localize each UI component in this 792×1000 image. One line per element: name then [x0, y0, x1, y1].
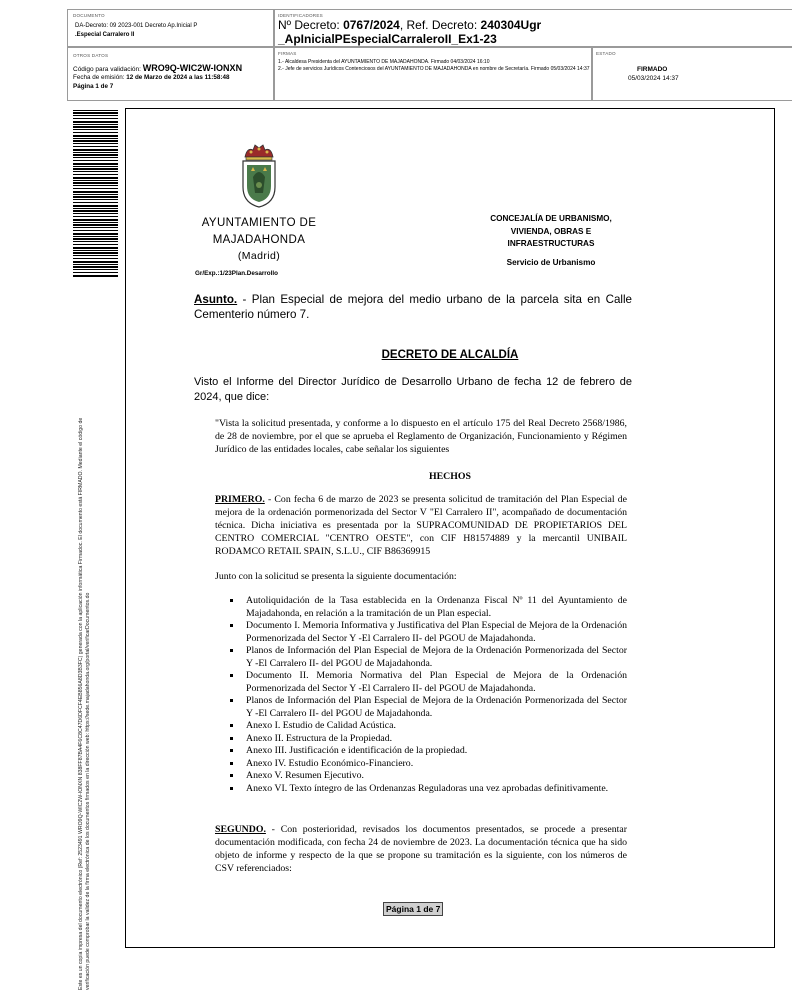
list-item: Anexo IV. Estudio Económico-Financiero.	[215, 758, 627, 771]
firmas-cell	[274, 47, 592, 101]
documento-label: DOCUMENTO	[73, 13, 105, 18]
otros-datos-cell	[67, 47, 274, 101]
segundo-paragraph	[215, 823, 627, 875]
coat-of-arms-logo	[239, 141, 279, 209]
asunto-label: Asunto.	[194, 293, 238, 306]
list-item: Anexo II. Estructura de la Propiedad.	[215, 733, 627, 746]
asunto	[194, 292, 632, 322]
segundo-label: SEGUNDO.	[215, 824, 266, 835]
sidebar-line-1: Este es un copia impresa del documento electrónico (Ref: 2523491 WRO9Q-WIC2W-IONXN 838FF87BA4F6C8C47D6DFCF4EB856A8D3B3FC) generada con la aplicación informática Firmadoc. El documento está FIRMADO. Mediante el código de	[78, 417, 84, 990]
segundo-text: - Con posterioridad, revisados los documentos presentados, se procede a presentar documentación modificada, con fecha 24 de noviembre de 2023. La documentación técnica que ha sido objeto de informe y respecto de la que se propone su tramitación es la siguiente, con los números de CSV referenciados:	[215, 824, 627, 874]
hechos-heading: HECHOS	[429, 471, 471, 482]
codigo-validacion	[73, 63, 242, 73]
junto-paragraph: Junto con la solicitud se presenta la siguiente documentación:	[215, 571, 457, 582]
firmas-label: FIRMAS	[278, 51, 297, 56]
ref-prefix: , Ref. Decreto:	[399, 18, 481, 32]
verification-sidebar	[78, 290, 91, 990]
documents-list	[215, 595, 627, 795]
dept-service: Servicio de Urbanismo	[506, 257, 596, 267]
estado-cell	[592, 47, 792, 101]
org-line1: AYUNTAMIENTO DE	[201, 217, 317, 229]
firma-1: 1.- Alcaldesa Presidenta del AYUNTAMIENTO DE MAJADAHONDA. Firmado 04/03/2024 16:10	[278, 59, 490, 65]
estado-fecha: 05/03/2024 14:37	[628, 75, 679, 82]
fecha-emision	[73, 74, 229, 81]
list-item: Planos de Información del Plan Especial de Mejora de la Ordenación Pormenorizada del Sector Y -El Carralero II- del PGOU de Majadahonda.	[215, 695, 627, 720]
primero-paragraph	[215, 493, 627, 558]
org-line3: (Madrid)	[237, 250, 281, 262]
asunto-text: - Plan Especial de mejora del medio urbano de la parcela sita en Calle Cementerio número 7.	[194, 293, 632, 321]
primero-label: PRIMERO.	[215, 494, 265, 505]
org-line2: MAJADAHONDA	[212, 233, 306, 246]
sidebar-line-2: verificación puede comprobar la validez de la firma electrónica de los documentos firmados en la dirección web: https://sede.majadahonda.org/portal/verificarDocumentos.do	[84, 592, 91, 990]
documento-line1: DA-Decreto: 09 2023-001 Decreto Ap.Inicial P	[75, 23, 198, 29]
pagina-indicator: Página 1 de 7	[73, 83, 114, 90]
list-item: Anexo III. Justificación e identificación de la propiedad.	[215, 745, 627, 758]
list-item: Autoliquidación de la Tasa establecida en la Ordenanza Fiscal Nº 11 del Ayuntamiento de Majadahonda, en relación a la tramitación de un Plan especial.	[215, 595, 627, 620]
estado-value: FIRMADO	[637, 66, 668, 73]
list-item: Planos de Información del Plan Especial de Mejora de la Ordenación Pormenorizada del Sector Y -El Carralero II- del PGOU de Majadahonda.	[215, 645, 627, 670]
codigo-value: WRO9Q-WIC2W-IONXN	[142, 63, 243, 73]
dept-line1: CONCEJALÍA DE URBANISMO,	[490, 214, 612, 223]
document-header	[67, 9, 792, 101]
list-item: Anexo VI. Texto íntegro de las Ordenanzas Reguladoras una vez aprobadas definitivamente.	[215, 783, 627, 796]
org-name	[184, 215, 334, 265]
list-item: Anexo V. Resumen Ejecutivo.	[215, 770, 627, 783]
intro-paragraph: Visto el Informe del Director Jurídico de Desarrollo Urbano de fecha 12 de febrero de 2024, que dice:	[194, 376, 632, 403]
documento-line2: .Especial Carralero II	[75, 32, 135, 38]
fecha-value: 12 de Marzo de 2024 a las 11:58:48	[126, 74, 230, 81]
decreto-prefix: Nº Decreto:	[278, 18, 344, 32]
decree-title: DECRETO DE ALCALDÍA	[381, 349, 519, 361]
expediente-ref: Gr/Exp.:1/23Plan.Desarrollo	[195, 270, 278, 277]
codigo-prefix: Código para validación:	[73, 66, 143, 73]
page-frame	[125, 108, 775, 948]
department	[471, 213, 631, 269]
dept-line3: INFRAESTRUCTURAS	[507, 239, 595, 248]
firma-2: 2.- Jefe de servicios Jurídicos Contenciosos del AYUNTAMIENTO DE MAJADAHONDA en nombre de Secretaría. Firmado 05/03/2024 14:37	[278, 66, 590, 72]
ref-number: 240304Ugr	[480, 18, 542, 32]
documento-cell	[67, 9, 274, 47]
list-item: Documento II. Memoria Normativa del Plan Especial de Mejora de la Ordenación Pormenorizada del Sector Y -El Carralero II- del PGOU de Majadahonda.	[215, 670, 627, 695]
estado-label: ESTADO	[596, 51, 616, 56]
fecha-prefix: Fecha de emisión:	[73, 74, 127, 81]
list-item: Anexo I. Estudio de Calidad Acústica.	[215, 720, 627, 733]
otros-datos-label: OTROS DATOS	[73, 53, 109, 58]
dept-line2: VIVIENDA, OBRAS E	[510, 226, 592, 236]
decreto-line	[278, 18, 541, 32]
identificadores-cell	[274, 9, 792, 47]
list-item: Documento I. Memoria Informativa y Justificativa del Plan Especial de Mejora de la Ordenación Pormenorizada del Sector Y -El Carralero II- del PGOU de Majadahonda.	[215, 620, 627, 645]
page-footer-number: Página 1 de 7	[383, 902, 443, 916]
decreto-number: 0767/2024	[343, 18, 400, 32]
ref-line2: _ApInicialPEspecialCarraleroII_Ex1-23	[278, 32, 497, 46]
quote-paragraph: "Vista la solicitud presentada, y conforme a lo dispuesto en el artículo 175 del Real Decreto 2568/1986, de 28 de noviembre, por el que se aprueba el Reglamento de Organización, Funcionamiento y Régimen Jurídico de las entidades locales, cabe señalar los siguientes	[215, 418, 627, 455]
barcode	[73, 110, 118, 278]
primero-text: - Con fecha 6 de marzo de 2023 se presenta solicitud de tramitación del Plan Especial de mejora de la ordenación pormenorizada del Sector V "El Carralero II", acompañado de documentación técnica. Dicha iniciativa es presentada por la SUPRACOMUNIDAD DE PROPIETARIOS DEL CENTRO COMERCIAL "CENTRO OESTE", con CIF H81574889 y la mercantil UNIBAIL RODAMCO RETAIL SPAIN, S.L.U., CIF B86369915	[215, 494, 627, 557]
identificadores-label: IDENTIFICADORES	[278, 13, 323, 18]
